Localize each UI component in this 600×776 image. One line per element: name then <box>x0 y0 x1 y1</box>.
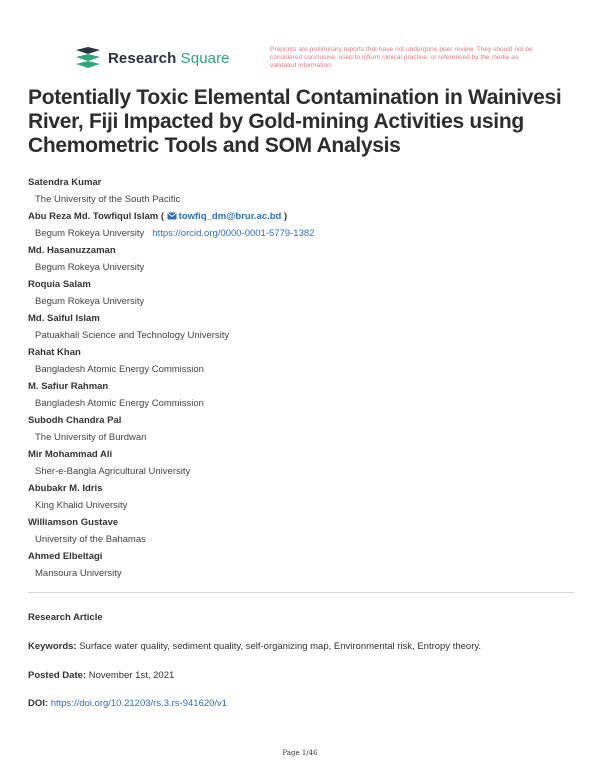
author-affiliation: The University of the South Pacific <box>35 194 181 205</box>
author-affiliation: King Khalid University <box>35 500 128 511</box>
author-affiliation-line <box>35 227 568 240</box>
section-divider <box>28 592 574 593</box>
logo-brand: Research <box>108 49 177 67</box>
author-name: Williamson Gustave <box>28 517 119 528</box>
author-entry <box>28 346 568 380</box>
author-affiliation: Bangladesh Atomic Energy Commission <box>35 398 204 409</box>
author-name: Md. Saiful Islam <box>28 313 100 324</box>
research-square-logo[interactable] <box>74 46 230 70</box>
author-name: Satendra Kumar <box>28 177 102 188</box>
keywords <box>28 640 574 653</box>
author-entry <box>28 448 568 482</box>
author-name: Abu Reza Md. Towfiqul Islam <box>28 211 159 222</box>
author-name: Md. Hasanuzzaman <box>28 245 116 256</box>
page-header <box>74 46 534 74</box>
preprint-disclaimer: Preprints are preliminary reports that have not undergone peer review. They should not be considered conclusive, used to inform clinical practice, or referenced by the media as validated information. <box>270 46 533 69</box>
logo-suffix: Square <box>180 49 230 67</box>
author-affiliation: Sher-e-Bangla Agricultural University <box>35 466 191 477</box>
paper-title: Potentially Toxic Elemental Contamination in Wainivesi River, Fiji Impacted by Gold-mining Activities using Chemometric Tools and SOM Analysis <box>28 86 562 157</box>
author-list <box>28 176 568 584</box>
author-name-line: Abu Reza Md. Towfiqul Islam ( towfiq_dm@brur.ac.bd ) <box>28 211 288 222</box>
author-affiliation: Begum Rokeya University <box>35 296 145 307</box>
author-affiliation: Begum Rokeya University <box>35 262 145 273</box>
doi <box>28 697 574 710</box>
author-affiliation: Begum Rokeya University <box>35 228 145 239</box>
author-name: Mir Mohammad Ali <box>28 449 113 460</box>
corresponding-author-email[interactable]: towfiq_dm@brur.ac.bd <box>178 211 282 222</box>
keywords-value: Surface water quality, sediment quality, self-organizing map, Environmental risk, Entropy theory. <box>79 641 482 652</box>
envelope-icon <box>167 212 177 220</box>
author-affiliation: University of the Bahamas <box>35 534 146 545</box>
author-affiliation: Bangladesh Atomic Energy Commission <box>35 364 204 375</box>
orcid-link[interactable]: https://orcid.org/0000-0001-5779-1382 <box>152 228 315 239</box>
author-name: Ahmed Elbeltagi <box>28 551 103 562</box>
author-affiliation: The University of Burdwan <box>35 432 147 443</box>
author-affiliation: Mansoura University <box>35 568 122 579</box>
author-entry <box>28 414 568 448</box>
author-entry <box>28 482 568 516</box>
posted-date <box>28 669 574 682</box>
author-entry <box>28 278 568 312</box>
author-name: Abubakr M. Idris <box>28 483 103 494</box>
author-entry <box>28 244 568 278</box>
author-entry <box>28 312 568 346</box>
author-name: Roquia Salam <box>28 279 91 290</box>
author-entry <box>28 380 568 414</box>
logo-wordmark <box>108 50 230 67</box>
posted-date-label: Posted Date: <box>28 670 87 681</box>
author-name: M. Safiur Rahman <box>28 381 109 392</box>
posted-date-value: November 1st, 2021 <box>88 670 175 681</box>
author-entry <box>28 550 568 584</box>
article-type: Research Article <box>28 612 103 623</box>
page-number: Page 1/46 <box>282 749 318 757</box>
author-entry <box>28 176 568 210</box>
doi-label: DOI: <box>28 698 49 709</box>
doi-link[interactable]: https://doi.org/10.21203/rs.3.rs-941620/v1 <box>50 698 228 709</box>
keywords-label: Keywords: <box>28 641 77 652</box>
author-name: Rahat Khan <box>28 347 81 358</box>
author-entry <box>28 516 568 550</box>
author-name: Subodh Chandra Pal <box>28 415 122 426</box>
research-square-logo-icon <box>74 46 102 70</box>
author-affiliation: Patuakhali Science and Technology University <box>35 330 230 341</box>
author-entry <box>28 210 568 244</box>
